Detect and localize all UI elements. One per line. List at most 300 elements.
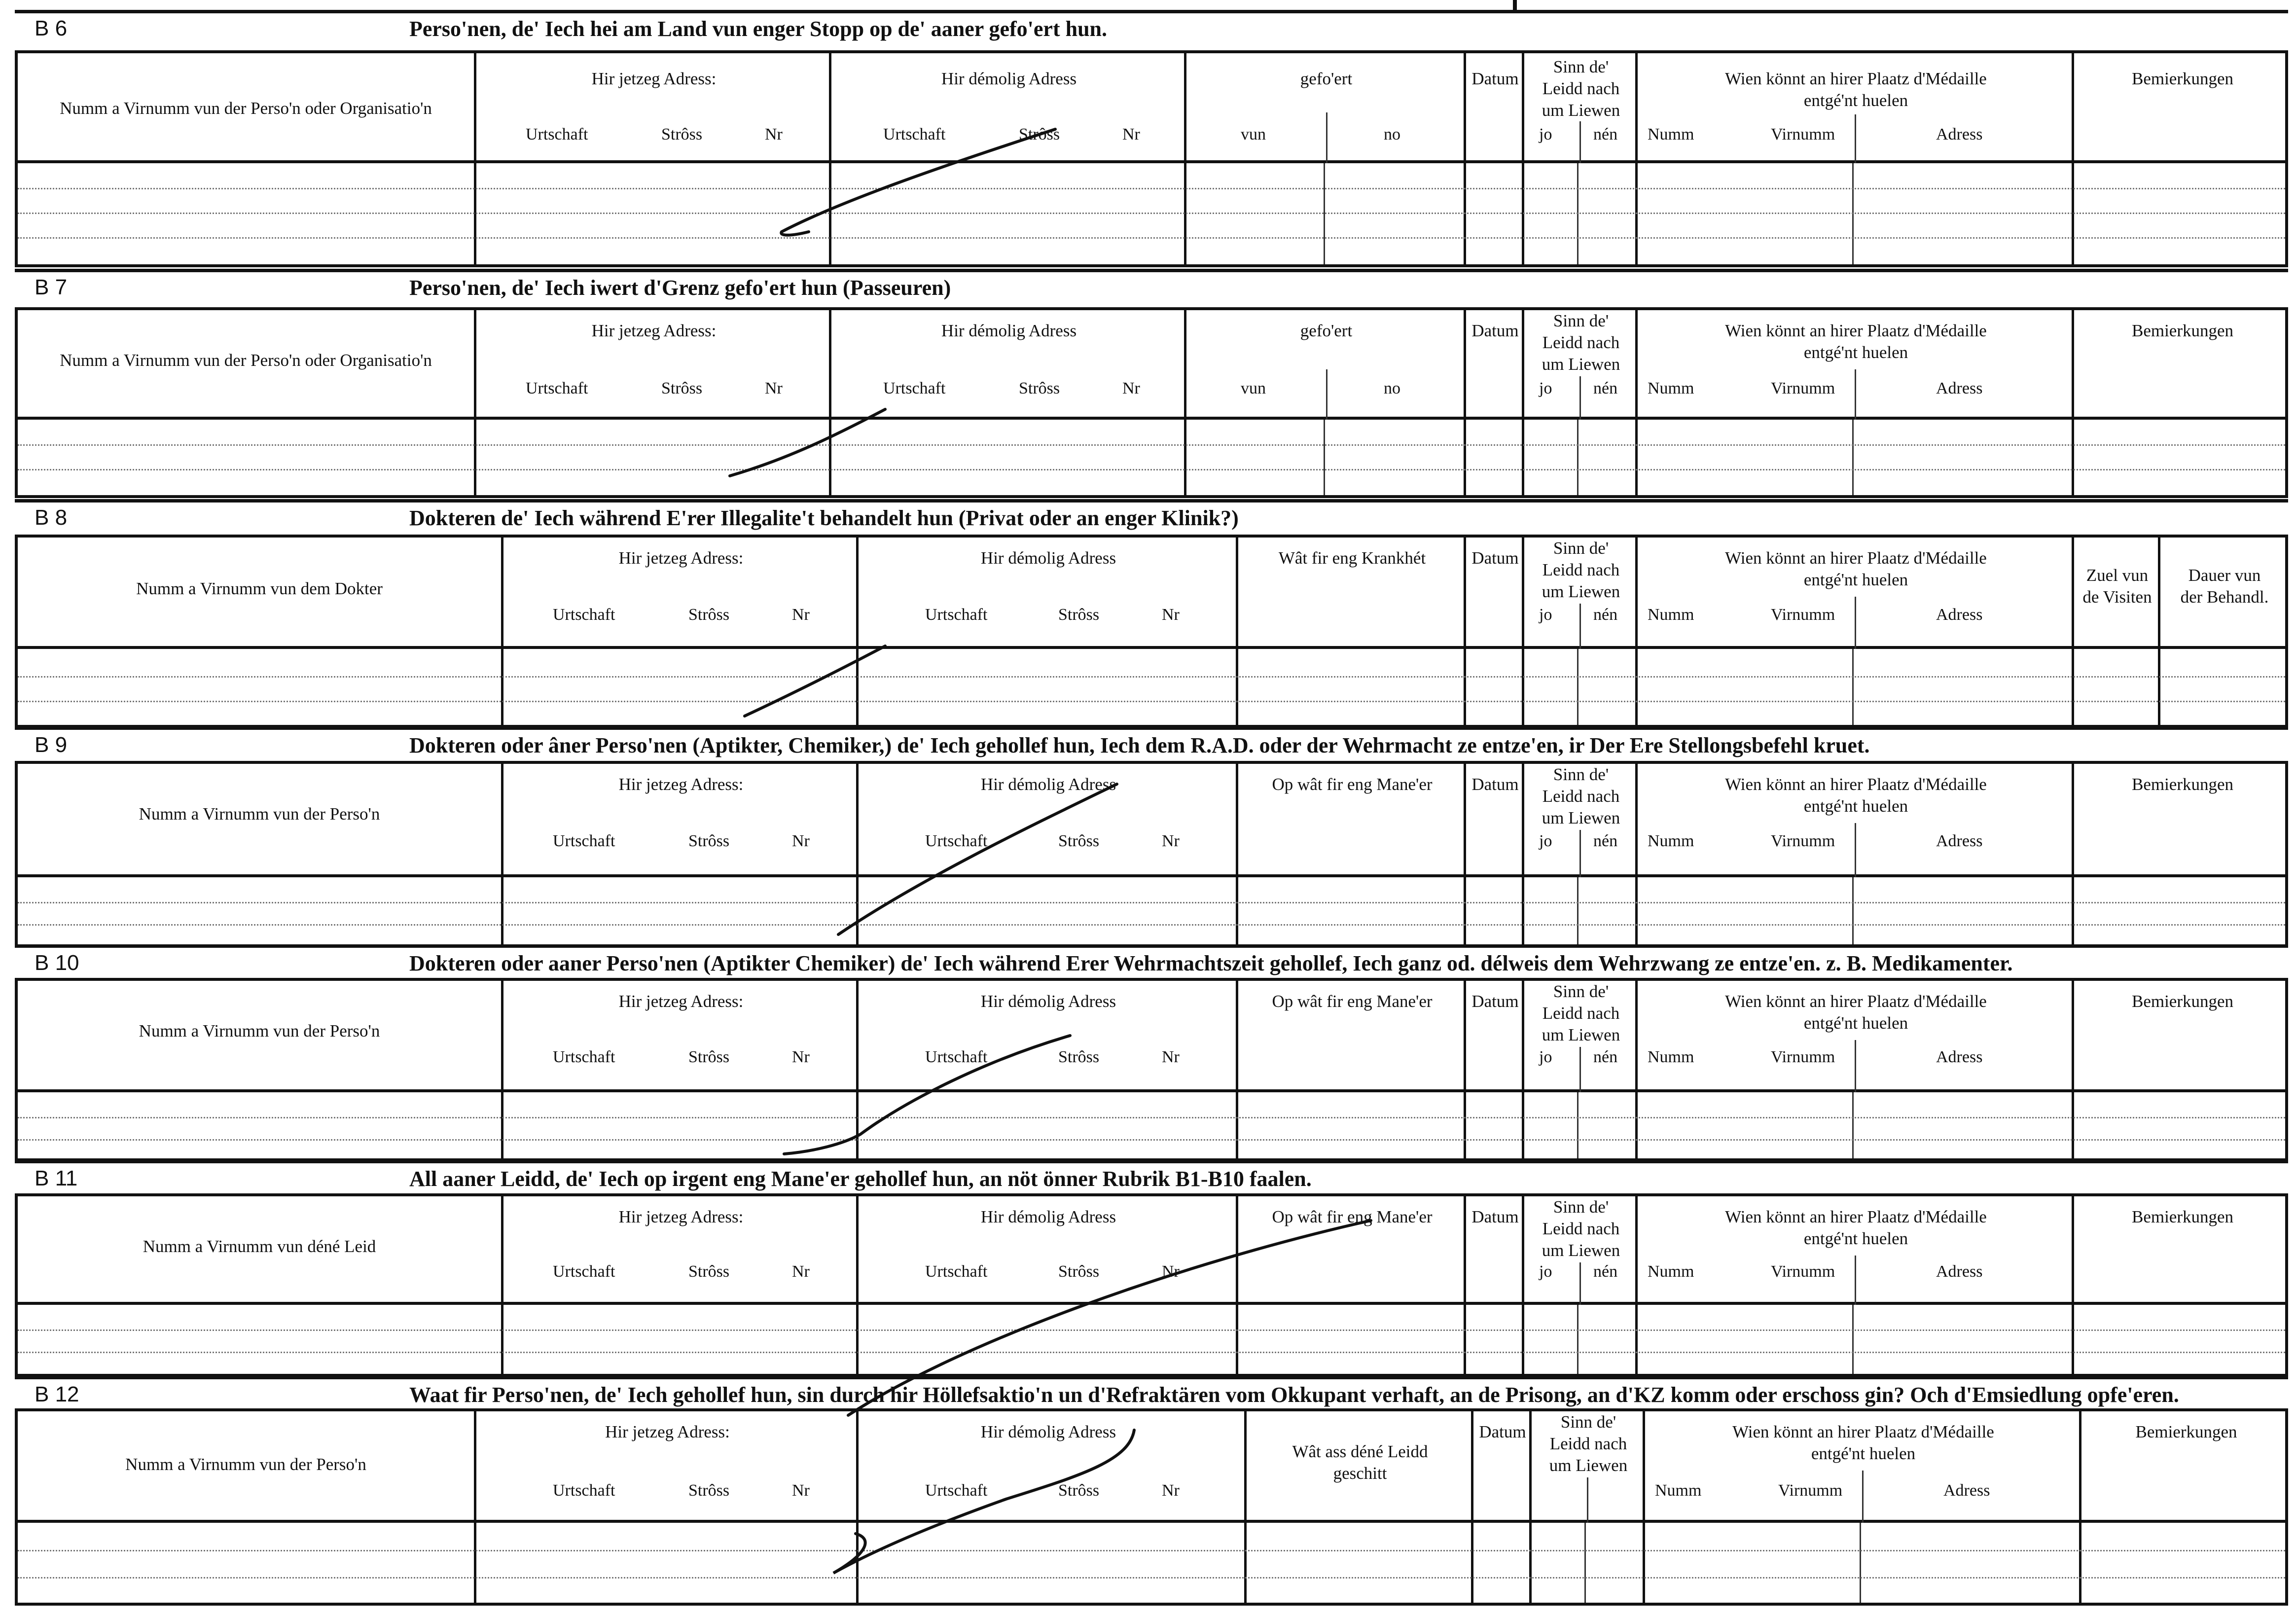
col-name-label: Numm a Virnumm vun déné Leid [143,1237,376,1256]
section-b6 [15,10,2288,271]
dotted-line [18,1550,2285,1551]
alive-label-2: Leidd nach [1542,1004,1620,1023]
alive-label-2: Leidd nach [1542,333,1620,352]
col-name [18,53,474,160]
divider [1855,369,1856,420]
remarks-label: Bemierkungen [2135,1422,2237,1441]
divider [1860,1523,1861,1603]
dotted-line [18,237,2285,239]
data-rows [18,649,2285,725]
col-remarks [2072,981,2291,1089]
divider [856,1092,859,1158]
number-label: Nr [1162,832,1180,850]
alive-label-1: Sinn de' [1553,538,1609,558]
col-current-address [501,981,856,1089]
section-code: B 8 [35,505,68,530]
section-title: All aaner Leidd, de' Iech op irgent eng Mane'er gehollef hun, an nöt önner Rubrik B1-B10 faalen. [409,1167,1312,1191]
address-label: Adress [1943,1481,1990,1500]
dotted-line [18,213,2285,214]
alive-label-2: Leidd nach [1549,1434,1627,1453]
col-alive [1522,53,1635,160]
section-code: B 7 [35,275,68,299]
col-medal [1635,1196,2072,1302]
divider [1464,877,1466,944]
section-table [15,50,2288,267]
no-label: nén [1593,1262,1618,1281]
locality-label: Urtschaft [883,125,946,144]
col-name-label: Numm a Virnumm vun dem Dokter [136,579,383,598]
from-label: vun [1241,379,1266,397]
divider [856,1523,859,1603]
divider [1324,420,1325,495]
divider [1855,823,1856,877]
col-alive [1529,1411,1643,1520]
data-rows [18,877,2285,944]
col-alive [1522,1196,1635,1302]
section-title: Perso'nen, de' Iech iwert d'Grenz gefo'ert hun (Passeuren) [409,276,951,300]
table-header [18,53,2285,163]
col-date [1464,538,1522,646]
col-transported [1184,310,1464,417]
firstname-label: Virnumm [1771,606,1835,624]
medal-label-2: entgé'nt huelen [1803,796,1908,816]
alive-label-3: um Liewen [1542,582,1620,601]
number-label: Nr [765,125,783,144]
former-address-label: Hir démolig Adress [980,992,1116,1011]
number-label: Nr [1162,1262,1180,1281]
locality-label: Urtschaft [553,606,615,624]
col-current-address [501,538,856,646]
current-address-label: Hir jetzeg Adress: [618,992,744,1011]
alive-label-1: Sinn de' [1553,311,1609,330]
table-header [18,310,2285,420]
surname-label: Numm [1648,832,1694,850]
alive-label-2: Leidd nach [1542,79,1620,98]
date-label: Datum [1471,321,1519,340]
divider [829,420,831,495]
locality-label: Urtschaft [925,1262,988,1281]
firstname-label: Virnumm [1778,1481,1843,1500]
section-header [15,1376,2288,1408]
firstname-label: Virnumm [1771,1048,1835,1066]
divider [1852,649,1854,725]
former-address-label: Hir démolig Adress [941,321,1077,340]
col-current-address [474,53,829,160]
locality-label: Urtschaft [526,379,588,397]
divider [2072,1305,2074,1374]
divider [1584,1523,1586,1603]
surname-label: Numm [1655,1481,1702,1500]
divider [1464,649,1466,725]
number-label: Nr [1162,1048,1180,1066]
street-label: Strôss [688,1481,730,1500]
col-remarks [2072,310,2291,417]
no-label: nén [1593,1048,1618,1066]
col-name [18,981,501,1089]
street-label: Strôss [688,832,730,850]
number-label: Nr [792,1262,810,1281]
street-label: Strôss [661,379,703,397]
divider [1579,1262,1581,1305]
divider [1579,604,1581,649]
divider [1326,369,1327,420]
surname-label: Numm [1648,606,1694,624]
section-table [15,1408,2288,1606]
col-medal [1635,310,2072,417]
street-label: Strôss [688,1262,730,1281]
divider [1471,1523,1473,1603]
divider [1184,420,1186,495]
divider [1326,112,1327,163]
current-address-label: Hir jetzeg Adress: [618,1207,744,1226]
visits-label-1: Zuel vun [2086,566,2149,585]
dotted-line [18,902,2285,903]
divider [1579,1047,1581,1092]
locality-label: Urtschaft [553,1262,615,1281]
divider [1635,1092,1638,1158]
street-label: Strôss [1058,1262,1100,1281]
divider [1522,1305,1524,1374]
duration-label-2: der Behandl. [2180,587,2269,607]
divider [1635,877,1638,944]
dotted-line [18,1329,2285,1331]
divider [1529,1523,1532,1603]
firstname-label: Virnumm [1771,832,1835,850]
section-b12 [15,1376,2288,1608]
medal-label-1: Wien könnt an hirer Plaatz d'Médaille [1725,69,1987,88]
col-alive [1522,538,1635,646]
dotted-line [18,924,2285,926]
divider [1577,1305,1578,1374]
remarks-label: Bemierkungen [2131,1207,2234,1226]
section-table [15,761,2288,947]
alive-label-2: Leidd nach [1542,1219,1620,1238]
section-header [15,726,2288,758]
divider [856,649,859,725]
col-former-address [856,1196,1236,1302]
divider [2072,1092,2074,1158]
section-header [15,269,2288,301]
medal-label-1: Wien könnt an hirer Plaatz d'Médaille [1725,992,1987,1011]
yes-label: jo [1539,832,1552,850]
former-address-label: Hir démolig Adress [980,1207,1116,1226]
divider [1464,1092,1466,1158]
firstname-label: Virnumm [1771,1262,1835,1281]
section-b7 [15,269,2288,501]
divider [1635,1305,1638,1374]
surname-label: Numm [1648,379,1694,397]
remarks-label: Bemierkungen [2131,69,2234,88]
divider [2072,877,2074,944]
alive-label-1: Sinn de' [1553,982,1609,1001]
table-header [18,1411,2285,1523]
divider [1522,649,1524,725]
address-label: Adress [1936,125,1983,144]
col-current-address [501,1196,856,1302]
address-label: Adress [1936,832,1983,850]
section-title: Dokteren de' Iech während E'rer Illegalite't behandelt hun (Privat oder an enger Klinik?) [409,506,1239,530]
number-label: Nr [1122,379,1140,397]
yes-label: jo [1539,1262,1552,1281]
section-b9 [15,726,2288,948]
dotted-line [18,188,2285,189]
divider [1587,1477,1588,1523]
divider [1643,1523,1645,1603]
col-name-label: Numm a Virnumm vun der Perso'n [139,1021,380,1041]
street-label: Strôss [1058,606,1100,624]
col-medal [1635,981,2072,1089]
col-former-address [856,981,1236,1089]
alive-label-3: um Liewen [1549,1456,1628,1475]
section-table [15,978,2288,1161]
col-former-address [856,538,1236,646]
divider [1464,420,1466,495]
col-current-address [474,1411,856,1520]
col-manner [1236,981,1464,1089]
locality-label: Urtschaft [925,1048,988,1066]
no-label: nén [1593,379,1618,397]
number-label: Nr [792,1048,810,1066]
col-remarks [2079,1411,2291,1520]
col-happened [1244,1411,1471,1520]
alive-label-2: Leidd nach [1542,787,1620,806]
data-rows [18,1092,2285,1158]
table-header [18,1196,2285,1305]
date-label: Datum [1479,1422,1526,1441]
top-mark [1513,0,1517,11]
alive-label-2: Leidd nach [1542,560,1620,579]
alive-label-3: um Liewen [1542,101,1620,120]
firstname-label: Virnumm [1771,125,1835,144]
medal-label-2: entgé'nt huelen [1811,1444,1916,1463]
col-current-address [501,764,856,874]
number-label: Nr [1162,606,1180,624]
manner-label: Op wât fir eng Mane'er [1272,1207,1433,1226]
section-b10 [15,944,2288,1164]
alive-label-1: Sinn de' [1553,57,1609,76]
date-label: Datum [1471,69,1519,88]
street-label: Strôss [661,125,703,144]
duration-label-1: Dauer vun [2188,566,2261,585]
alive-label-1: Sinn de' [1553,1197,1609,1217]
col-name [18,764,501,874]
col-alive [1522,981,1635,1089]
divider [1577,420,1578,495]
divider [1855,1256,1856,1305]
divider [2072,420,2074,495]
col-medal [1635,764,2072,874]
happened-label-1: Wât ass déné Leidd [1292,1442,1428,1461]
col-former-address [856,764,1236,874]
divider [501,877,503,944]
address-label: Adress [1936,1048,1983,1066]
data-rows [18,163,2285,264]
number-label: Nr [792,606,810,624]
medal-label-2: entgé'nt huelen [1803,91,1908,110]
col-former-address [829,53,1184,160]
divider [501,649,503,725]
street-label: Strôss [1019,125,1060,144]
locality-label: Urtschaft [925,1481,988,1500]
number-label: Nr [765,379,783,397]
section-table [15,307,2288,498]
medal-label-2: entgé'nt huelen [1803,1013,1908,1033]
col-name-label: Numm a Virnumm vun der Perso'n oder Organisatio'n [60,99,432,118]
date-label: Datum [1471,1207,1519,1226]
section-title: Dokteren oder aaner Perso'nen (Aptikter Chemiker) de' Iech während Erer Wehrmachtszeit gehollef, Iech ganz od. délweis dem Wehrzwang ze entze'en. z. B. Medikamenter. [409,951,2013,975]
divider [1579,121,1581,163]
divider [1577,649,1578,725]
former-address-label: Hir démolig Adress [941,69,1077,88]
table-header [18,981,2285,1092]
number-label: Nr [1162,1481,1180,1500]
divider [501,1305,503,1374]
divider [856,877,859,944]
col-name-label: Numm a Virnumm vun der Perso'n [139,804,380,824]
number-label: Nr [1122,125,1140,144]
col-remarks [2072,1196,2291,1302]
street-label: Strôss [1058,1048,1100,1066]
number-label: Nr [792,832,810,850]
section-b11 [15,1160,2288,1379]
section-code: B 6 [35,16,68,40]
locality-label: Urtschaft [553,1481,615,1500]
locality-label: Urtschaft [553,832,615,850]
medal-label-1: Wien könnt an hirer Plaatz d'Médaille [1732,1422,1994,1441]
divider [1522,420,1524,495]
section-code: B 9 [35,733,68,757]
data-rows [18,1305,2285,1374]
firstname-label: Virnumm [1771,379,1835,397]
dotted-line [18,444,2285,446]
no-label: nén [1593,832,1618,850]
yes-label: jo [1539,1048,1552,1066]
col-remarks [2072,764,2291,874]
visits-label-2: de Visiten [2082,587,2152,607]
address-label: Adress [1936,606,1983,624]
alive-label-1: Sinn de' [1553,765,1609,784]
alive-label-3: um Liewen [1542,1025,1620,1044]
alive-label-3: um Liewen [1542,808,1620,827]
section-table [15,535,2288,728]
col-medal [1635,538,2072,646]
alive-label-1: Sinn de' [1560,1412,1616,1432]
col-current-address [474,310,829,417]
col-duration [2158,538,2291,646]
yes-label: jo [1539,606,1552,624]
surname-label: Numm [1648,1048,1694,1066]
number-label: Nr [792,1481,810,1500]
divider [1236,1092,1238,1158]
col-alive [1522,764,1635,874]
medal-label-2: entgé'nt huelen [1803,1229,1908,1248]
col-name-label: Numm a Virnumm vun der Perso'n oder Organisatio'n [60,351,432,370]
medal-label-2: entgé'nt huelen [1803,570,1908,589]
divider [474,1523,476,1603]
surname-label: Numm [1648,1262,1694,1281]
col-date [1471,1411,1529,1520]
col-former-address [856,1411,1244,1520]
to-label: no [1384,379,1400,397]
happened-label-2: geschitt [1333,1464,1387,1483]
col-name [18,1196,501,1302]
street-label: Strôss [1058,1481,1100,1500]
current-address-label: Hir jetzeg Adress: [591,321,717,340]
col-date [1464,981,1522,1089]
remarks-label: Bemierkungen [2131,992,2234,1011]
locality-label: Urtschaft [526,125,588,144]
locality-label: Urtschaft [553,1048,615,1066]
former-address-label: Hir démolig Adress [980,1422,1116,1441]
divider [856,1305,859,1374]
col-alive [1522,310,1635,417]
transported-label: gefo'ert [1300,69,1353,88]
col-visits [2072,538,2158,646]
address-label: Adress [1936,379,1983,397]
divider [501,1092,503,1158]
col-illness [1236,538,1464,646]
col-date [1464,764,1522,874]
no-label: nén [1593,125,1618,144]
col-manner [1236,764,1464,874]
col-medal [1643,1411,2079,1520]
dotted-line [18,1117,2285,1118]
dotted-line [18,1139,2285,1141]
col-former-address [829,310,1184,417]
remarks-label: Bemierkungen [2131,321,2234,340]
divider [1852,1305,1854,1374]
alive-label-3: um Liewen [1542,355,1620,374]
current-address-label: Hir jetzeg Adress: [618,775,744,794]
medal-label-1: Wien könnt an hirer Plaatz d'Médaille [1725,1207,1987,1226]
address-label: Adress [1936,1262,1983,1281]
col-name [18,1411,474,1520]
from-label: vun [1241,125,1266,144]
dotted-line [18,1352,2285,1353]
manner-label: Op wât fir eng Mane'er [1272,992,1433,1011]
divider [1862,1471,1864,1523]
to-label: no [1384,125,1400,144]
divider [1635,649,1638,725]
table-header [18,764,2285,877]
dotted-line [18,469,2285,470]
section-header [15,1160,2288,1192]
section-code: B 11 [35,1166,78,1190]
section-title: Waat fir Perso'nen, de' Iech gehollef hun, sin durch hir Höllefsaktio'n un d'Refraktären vom Okkupant verhaft, an de Prisong, an d'KZ komm oder erschoss gin? Och d'Emsiedlung opfe'eren. [409,1383,2179,1407]
date-label: Datum [1471,775,1519,794]
no-label: nén [1593,606,1618,624]
medal-label-2: entgé'nt huelen [1803,343,1908,362]
locality-label: Urtschaft [925,606,988,624]
section-title: Dokteren oder âner Perso'nen (Aptikter, Chemiker,) de' Iech gehollef hun, Iech dem R.A.D. oder der Wehrmacht ze entze'en, ir Der Ere Stellongsbefehl kruet. [409,733,1870,757]
remarks-label: Bemierkungen [2131,775,2234,794]
street-label: Strôss [1019,379,1060,397]
section-header [15,10,2288,42]
date-label: Datum [1471,548,1519,568]
col-date [1464,310,1522,417]
divider [1855,114,1856,163]
divider [2072,649,2074,725]
divider [2158,649,2160,725]
section-code: B 12 [35,1382,79,1406]
street-label: Strôss [1058,832,1100,850]
divider [1855,597,1856,649]
col-transported [1184,53,1464,160]
col-medal [1635,53,2072,160]
street-label: Strôss [688,1048,730,1066]
section-code: B 10 [35,951,79,975]
divider [1522,877,1524,944]
